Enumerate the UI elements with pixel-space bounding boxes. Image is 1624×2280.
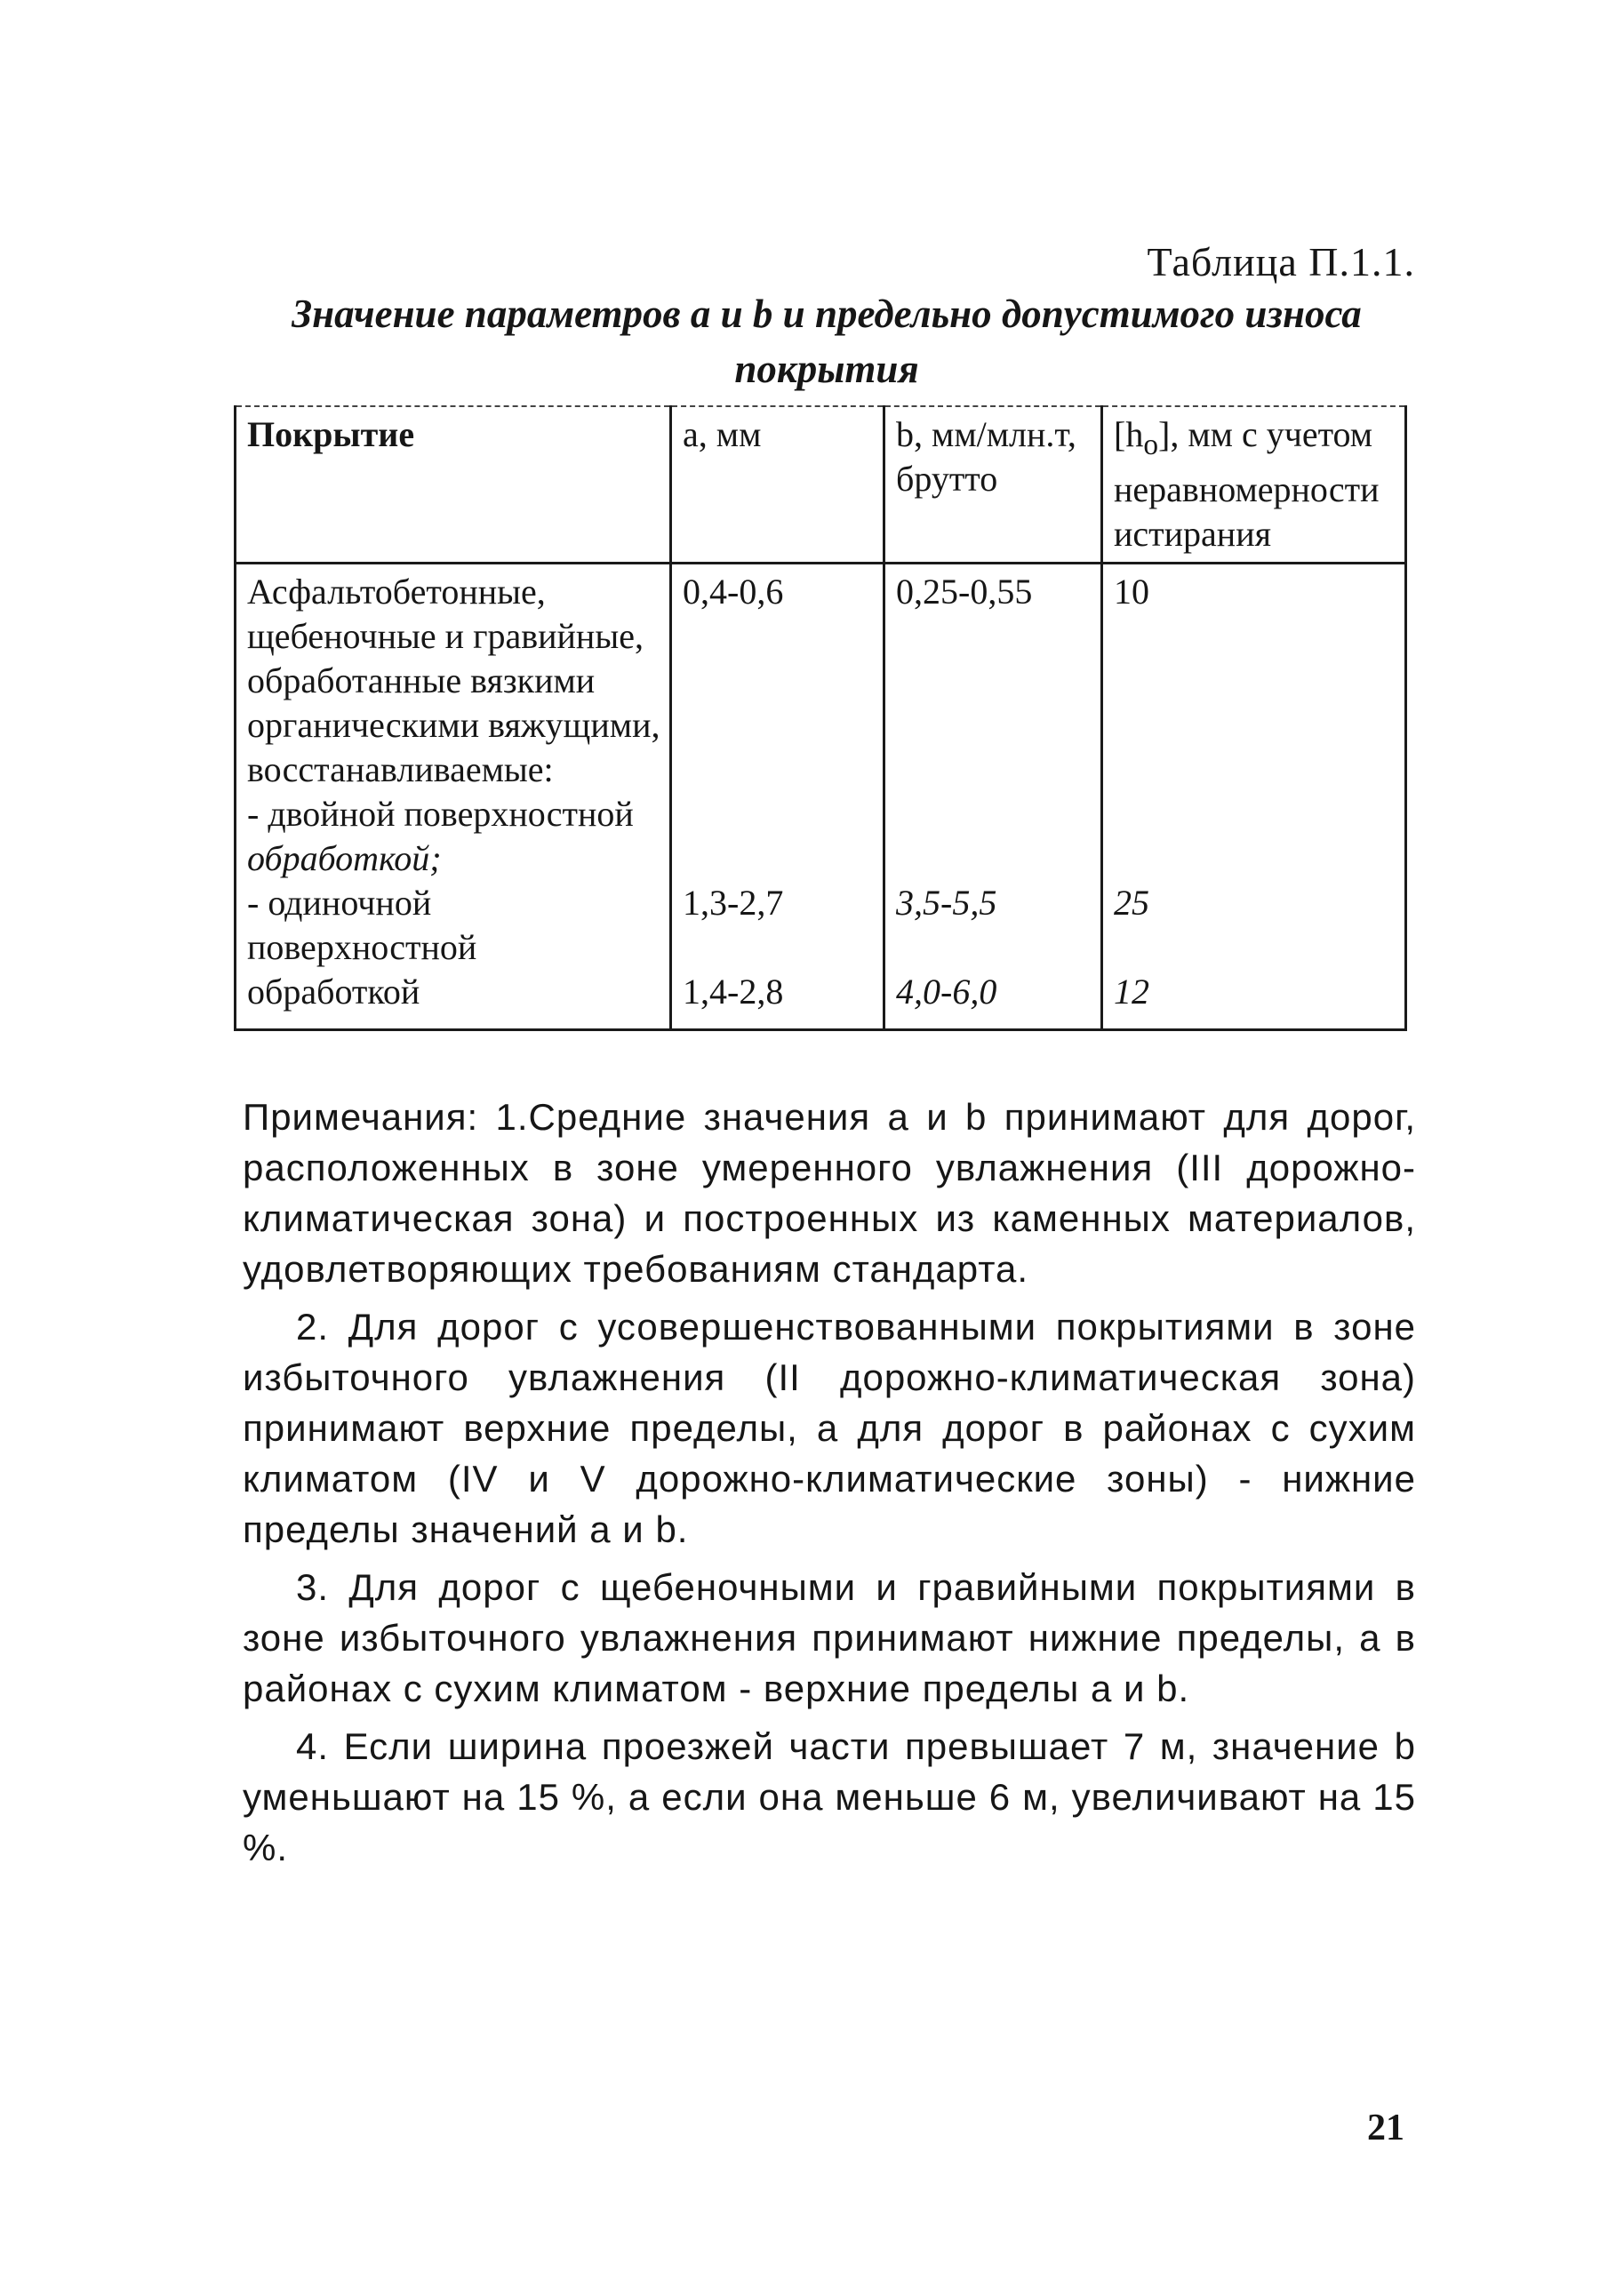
b-value-2: 3,5-5,5 <box>896 883 997 923</box>
coverage-single-line: - одиночной поверхностной <box>247 883 477 967</box>
note-2: 2. Для дорог с усовершенствованными покрытиями в зоне избыточного увлажнения (II дорожно-климатическая зона) принимают верхние пределы, а для дорог в районах с сухим климатом (IV и V дорожно-климатические зоны) - нижние пределы значений a и b. <box>243 1306 1416 1550</box>
h0-value-2: 25 <box>1114 883 1149 923</box>
coverage-single-treatment: обработкой <box>247 972 420 1012</box>
h0-value-1: 10 <box>1114 572 1149 612</box>
header-h0 <box>1102 406 1406 564</box>
cell-a <box>671 564 884 1030</box>
table-title-line-1: Значение параметров a и b и предельно допустимого износа <box>292 292 1362 336</box>
table-title <box>231 286 1422 396</box>
header-coverage: Покрытие <box>236 406 671 564</box>
table-number: Таблица П.1.1. <box>1147 239 1415 284</box>
h0-value-3: 12 <box>1114 972 1149 1012</box>
cell-coverage <box>236 564 671 1030</box>
note-4: 4. Если ширина проезжей части превышает 7 м, значение b уменьшают на 15 %, а если она меньше 6 м, увеличивают на 15 %. <box>243 1725 1416 1868</box>
header-a: а, мм <box>671 406 884 564</box>
table-header-row <box>236 406 1406 564</box>
header-h0-post: ], мм с учетом неравномерности истирания <box>1114 414 1380 554</box>
a-value-1: 0,4-0,6 <box>683 572 784 612</box>
parameters-table <box>234 405 1407 1031</box>
cell-b <box>884 564 1102 1030</box>
table-row <box>236 564 1406 1030</box>
a-value-2: 1,3-2,7 <box>683 883 784 923</box>
b-value-3: 4,0-6,0 <box>896 972 997 1012</box>
page-number: 21 <box>1367 2108 1404 2148</box>
header-b: b, мм/млн.т, брутто <box>884 406 1102 564</box>
note-3: 3. Для дорог с щебеночными и гравийными покрытиями в зоне избыточного увлажнения принимают нижние пределы, а в районах с сухим климатом - верхние пределы a и b. <box>243 1566 1416 1709</box>
header-h0-pre: [h <box>1114 414 1144 454</box>
note-1: Примечания: 1.Средние значения a и b принимают для дорог, расположенных в зоне умеренного увлажнения (III дорожно-климатическая зона) и построенных из каменных материалов, удовлетворяющих требованиям стандарта. <box>243 1096 1416 1290</box>
header-h0-sub: о <box>1143 428 1158 461</box>
coverage-double-treatment: обработкой; <box>247 838 442 878</box>
cell-h0 <box>1102 564 1406 1030</box>
table-title-line-2: покрытия <box>734 347 919 391</box>
coverage-double-line: - двойной поверхностной <box>247 794 634 834</box>
notes-section <box>243 1092 1416 1873</box>
a-value-3: 1,4-2,8 <box>683 972 784 1012</box>
b-value-1: 0,25-0,55 <box>896 572 1033 612</box>
coverage-description: Асфальтобетонные, щебеночные и гравийные, обработанные вязкими органическими вяжущими, восстанавливаемые: <box>247 572 660 789</box>
